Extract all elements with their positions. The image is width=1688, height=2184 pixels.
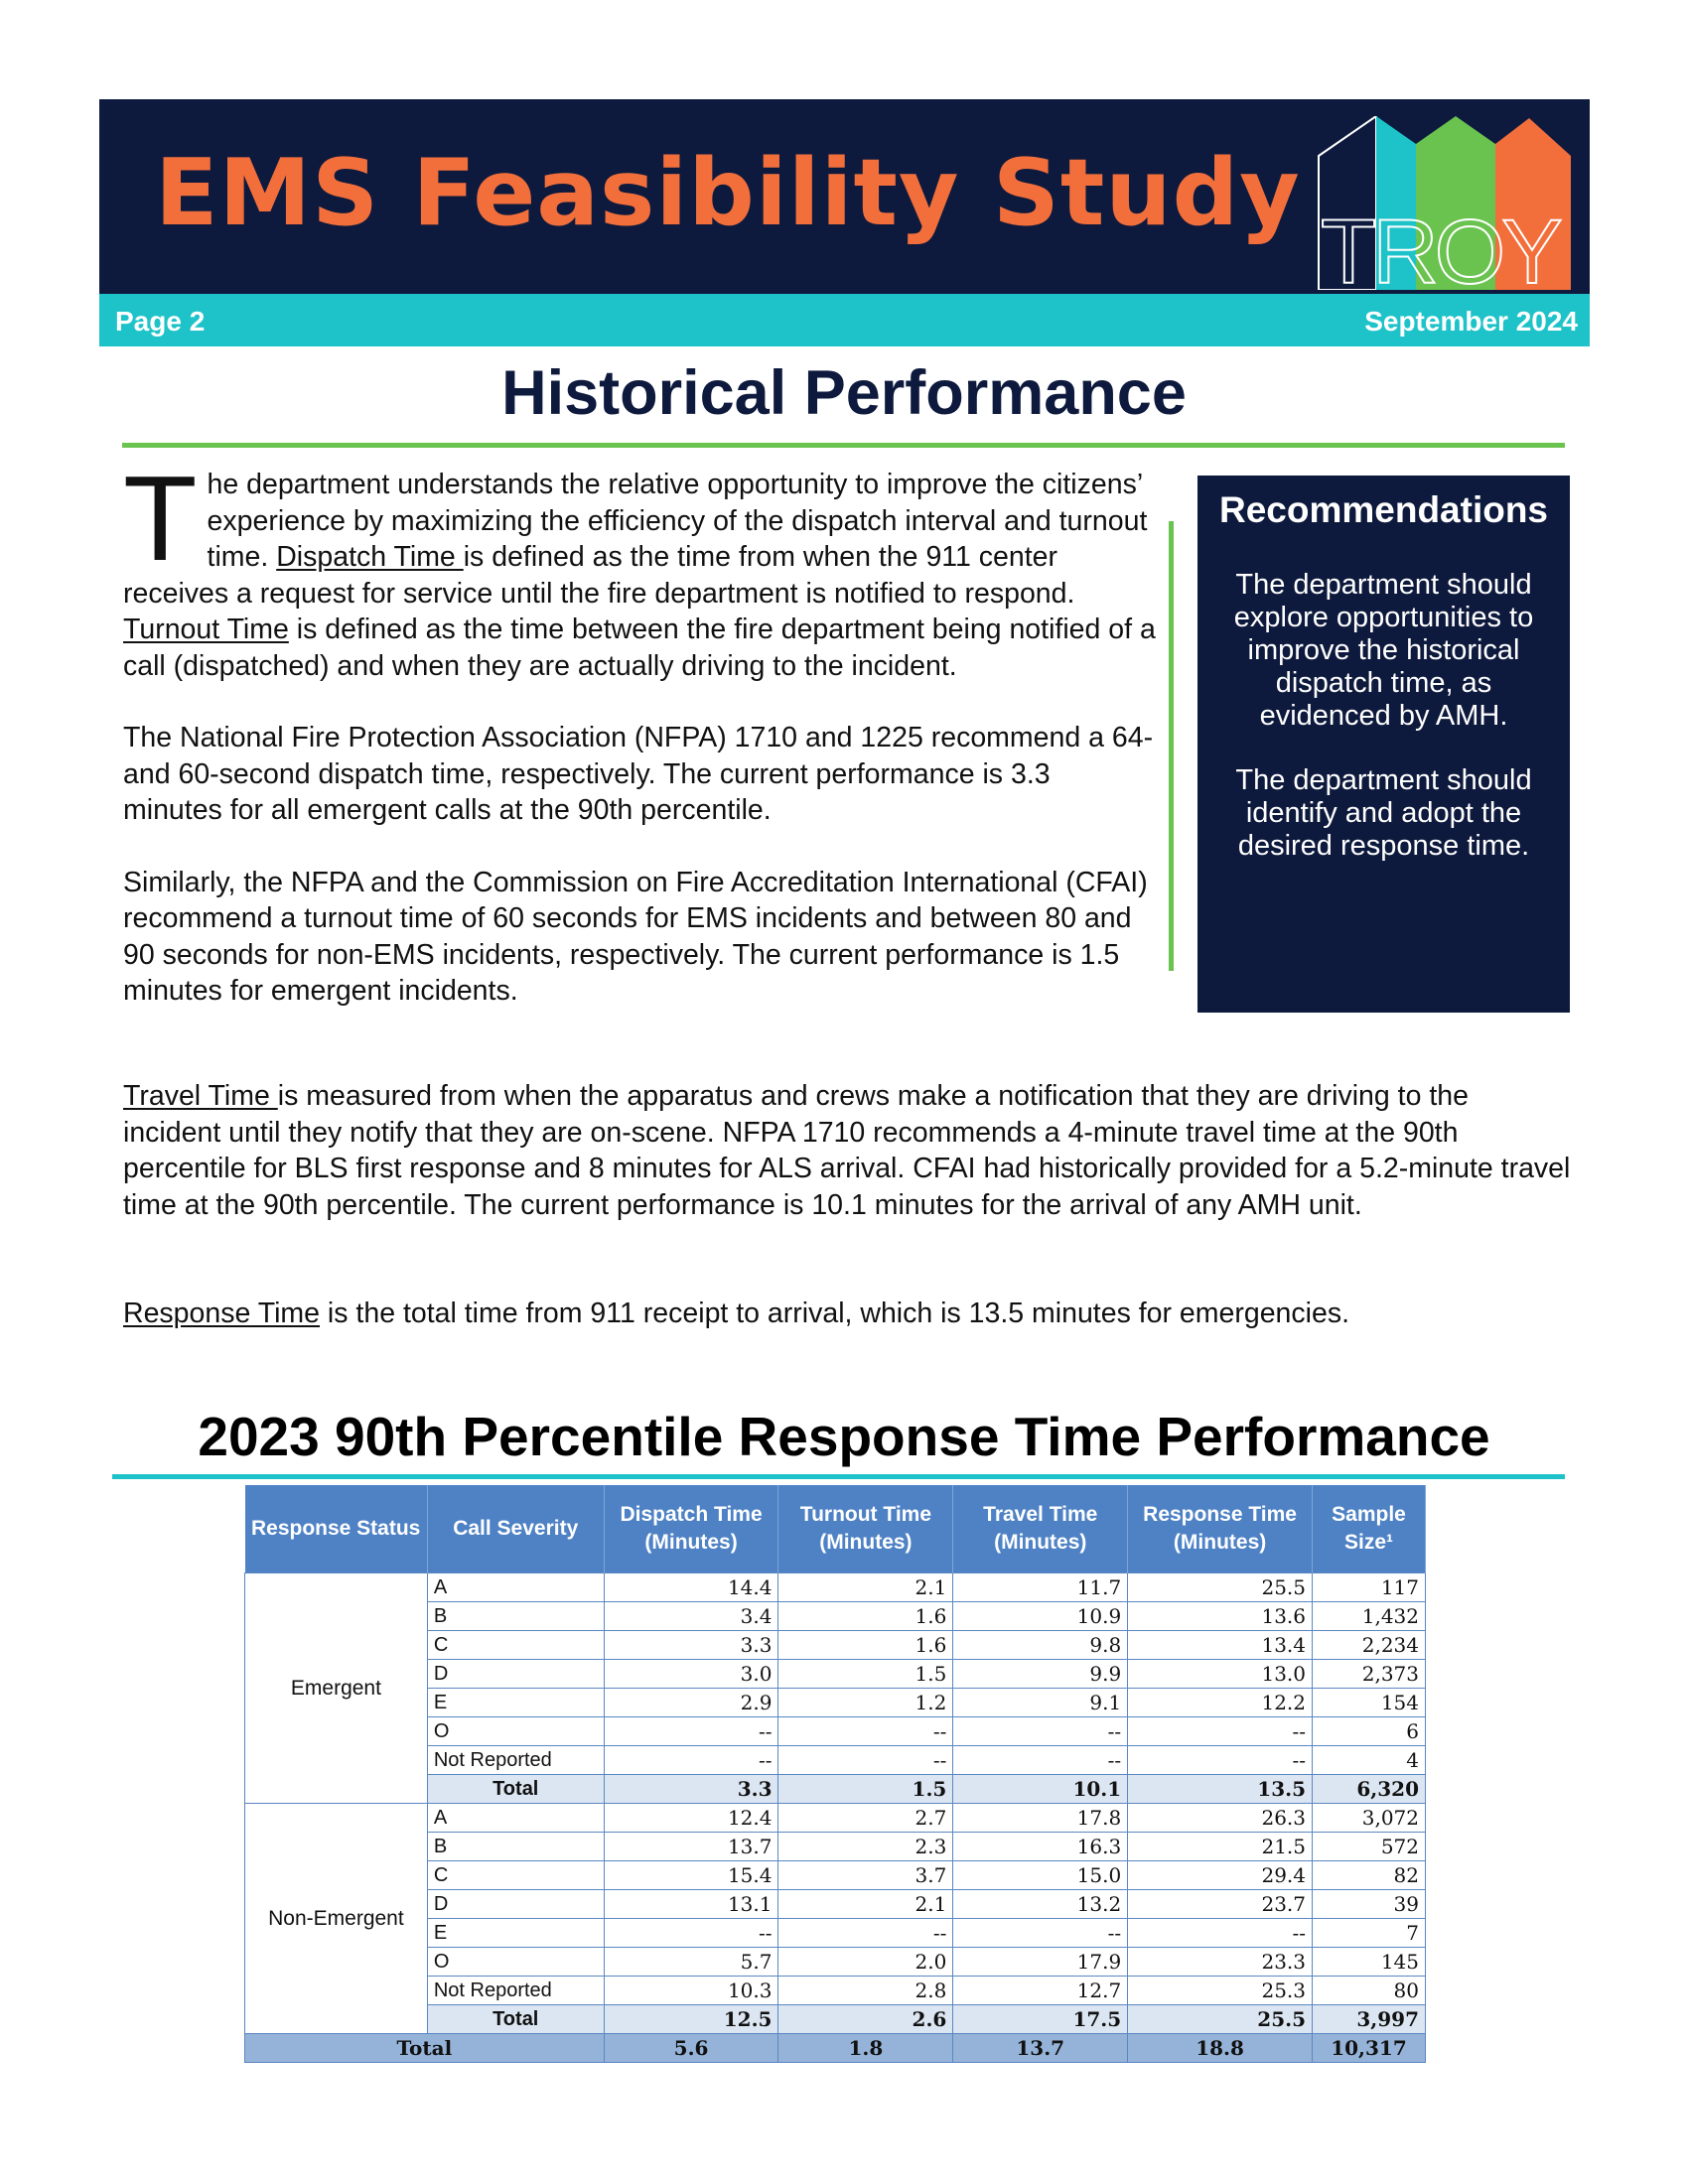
value-cell: 13.2: [953, 1890, 1128, 1919]
troy-logo: [1317, 116, 1571, 290]
call-severity-cell: B: [427, 1833, 604, 1861]
value-cell: 12.7: [953, 1977, 1128, 2005]
sidebar-accent-line: [1169, 521, 1174, 971]
value-cell: 29.4: [1128, 1861, 1313, 1890]
value-cell: --: [604, 1746, 778, 1775]
call-severity-cell: D: [427, 1890, 604, 1919]
document-title: EMS Feasibility Study: [155, 139, 1301, 246]
value-cell: 2.8: [778, 1977, 953, 2005]
value-cell: 1.6: [778, 1631, 953, 1660]
term-dispatch-time: Dispatch Time: [276, 541, 464, 573]
table-header-row: [245, 1485, 1426, 1573]
value-cell: 21.5: [1128, 1833, 1313, 1861]
value-cell: 13.0: [1128, 1660, 1313, 1689]
value-cell: 15.0: [953, 1861, 1128, 1890]
value-cell: 39: [1313, 1890, 1426, 1919]
header-banner: [99, 99, 1590, 294]
table-body: [245, 1573, 1426, 2063]
value-cell: --: [1128, 1717, 1313, 1746]
col-header-response: Response Time (Minutes): [1128, 1485, 1313, 1573]
value-cell: 23.3: [1128, 1948, 1313, 1977]
value-cell: 2.9: [604, 1689, 778, 1717]
value-cell: --: [953, 1746, 1128, 1775]
value-cell: --: [778, 1746, 953, 1775]
table-divider: [112, 1474, 1565, 1479]
call-severity-cell: D: [427, 1660, 604, 1689]
call-severity-cell: Not Reported: [427, 1977, 604, 2005]
value-cell: --: [604, 1717, 778, 1746]
section-divider: [122, 443, 1565, 448]
value-cell: 13.7: [604, 1833, 778, 1861]
grand-total-row: [245, 2034, 1426, 2063]
issue-date: September 2024: [1364, 306, 1578, 337]
value-cell: 3.4: [604, 1602, 778, 1631]
call-severity-cell: C: [427, 1631, 604, 1660]
value-cell: 9.8: [953, 1631, 1128, 1660]
value-cell: 3.3: [604, 1631, 778, 1660]
svg-text:TROY: TROY: [1321, 202, 1559, 290]
subtotal-value: 3,997: [1313, 2005, 1426, 2034]
subtotal-value: 17.5: [953, 2005, 1128, 2034]
term-turnout-time: Turnout Time: [123, 614, 289, 645]
value-cell: 12.4: [604, 1804, 778, 1833]
value-cell: --: [953, 1717, 1128, 1746]
col-header-dispatch: Dispatch Time (Minutes): [604, 1485, 778, 1573]
value-cell: 12.2: [1128, 1689, 1313, 1717]
recommendations-title: Recommendations: [1218, 489, 1548, 530]
call-severity-cell: B: [427, 1602, 604, 1631]
value-cell: --: [1128, 1746, 1313, 1775]
intro-paragraph-1: The department understands the relative opportunity to improve the citizens’ experience by maximizing the efficiency of the dispatch interval and turnout time. Dispatch Time is defined as the time from when the 911 center receives a request for service until the fire department is notified to respond. Turnout Time is defined as the time between the fire department being notified of a call (dispatched) and when they are actually driving to the incident.: [123, 451, 1156, 682]
value-cell: 13.6: [1128, 1602, 1313, 1631]
value-cell: 2.3: [778, 1833, 953, 1861]
value-cell: 2,234: [1313, 1631, 1426, 1660]
subtotal-label: Total: [427, 1775, 604, 1804]
grand-total-value: 1.8: [778, 2034, 953, 2063]
value-cell: 2.0: [778, 1948, 953, 1977]
value-cell: 25.5: [1128, 1573, 1313, 1602]
recommendation-item: The department should identify and adopt the desired response time.: [1235, 764, 1532, 862]
value-cell: 3.0: [604, 1660, 778, 1689]
value-cell: 23.7: [1128, 1890, 1313, 1919]
value-cell: 10.9: [953, 1602, 1128, 1631]
grand-total-value: 13.7: [953, 2034, 1128, 2063]
value-cell: 16.3: [953, 1833, 1128, 1861]
subtotal-value: 13.5: [1128, 1775, 1313, 1804]
value-cell: --: [604, 1919, 778, 1948]
response-time-paragraph: Response Time is the total time from 911 receipt to arrival, which is 13.5 minutes for emergencies.: [123, 1297, 1350, 1329]
value-cell: 1,432: [1313, 1602, 1426, 1631]
value-cell: 17.8: [953, 1804, 1128, 1833]
term-response-time: Response Time: [123, 1297, 321, 1329]
col-header-sample: Sample Size¹: [1313, 1485, 1426, 1573]
subtotal-label: Total: [427, 2005, 604, 2034]
call-severity-cell: E: [427, 1689, 604, 1717]
subtotal-value: 10.1: [953, 1775, 1128, 1804]
term-travel-time: Travel Time: [123, 1080, 278, 1112]
travel-time-paragraph: Travel Time is measured from when the apparatus and crews make a notification that they are driving to the incident until they notify that they are on-scene. NFPA 1710 recommends a 4-minute travel time at the 90th percentile for BLS first response and 8 minutes for ALS arrival. CFAI had historically provided for a 5.2-minute travel time at the 90th percentile. The current performance is 10.1 minutes for the arrival of any AMH unit.: [123, 1080, 1571, 1221]
value-cell: 154: [1313, 1689, 1426, 1717]
col-header-turnout: Turnout Time (Minutes): [778, 1485, 953, 1573]
grand-total-value: 5.6: [604, 2034, 778, 2063]
value-cell: 7: [1313, 1919, 1426, 1948]
call-severity-cell: C: [427, 1861, 604, 1890]
col-header-status: Response Status: [245, 1485, 428, 1573]
subtotal-value: 12.5: [604, 2005, 778, 2034]
recommendations-box: [1197, 476, 1570, 1013]
value-cell: 3,072: [1313, 1804, 1426, 1833]
value-cell: 82: [1313, 1861, 1426, 1890]
response-status-cell: Emergent: [245, 1573, 428, 1804]
drop-cap: T: [123, 451, 198, 586]
value-cell: 13.4: [1128, 1631, 1313, 1660]
subtotal-value: 2.6: [778, 2005, 953, 2034]
value-cell: 572: [1313, 1833, 1426, 1861]
response-status-cell: Non-Emergent: [245, 1804, 428, 2034]
value-cell: 2,373: [1313, 1660, 1426, 1689]
call-severity-cell: A: [427, 1804, 604, 1833]
value-cell: 1.6: [778, 1602, 953, 1631]
col-header-travel: Travel Time (Minutes): [953, 1485, 1128, 1573]
value-cell: 14.4: [604, 1573, 778, 1602]
value-cell: 17.9: [953, 1948, 1128, 1977]
subtotal-value: 3.3: [604, 1775, 778, 1804]
value-cell: --: [778, 1919, 953, 1948]
value-cell: 26.3: [1128, 1804, 1313, 1833]
col-header-severity: Call Severity: [427, 1485, 604, 1573]
value-cell: 3.7: [778, 1861, 953, 1890]
call-severity-cell: O: [427, 1948, 604, 1977]
subtotal-value: 25.5: [1128, 2005, 1313, 2034]
table-title: 2023 90th Percentile Response Time Performance: [198, 1406, 1490, 1467]
grand-total-value: 18.8: [1128, 2034, 1313, 2063]
subtotal-value: 6,320: [1313, 1775, 1426, 1804]
value-cell: 9.9: [953, 1660, 1128, 1689]
value-cell: 6: [1313, 1717, 1426, 1746]
intro-paragraph-2: The National Fire Protection Association (NFPA) 1710 and 1225 recommend a 64- and 60-second dispatch time, respectively. The current performance is 3.3 minutes for all emergent calls at the 90th percentile.: [123, 722, 1154, 826]
value-cell: --: [1128, 1919, 1313, 1948]
value-cell: 2.1: [778, 1573, 953, 1602]
intro-block: [123, 451, 1156, 1010]
value-cell: 2.7: [778, 1804, 953, 1833]
page-number: Page 2: [115, 306, 206, 337]
value-cell: 1.5: [778, 1660, 953, 1689]
value-cell: 15.4: [604, 1861, 778, 1890]
call-severity-cell: E: [427, 1919, 604, 1948]
call-severity-cell: A: [427, 1573, 604, 1602]
table-row: [245, 1804, 1426, 1833]
value-cell: 145: [1313, 1948, 1426, 1977]
value-cell: 4: [1313, 1746, 1426, 1775]
value-cell: 25.3: [1128, 1977, 1313, 2005]
value-cell: 13.1: [604, 1890, 778, 1919]
value-cell: 117: [1313, 1573, 1426, 1602]
value-cell: 1.2: [778, 1689, 953, 1717]
recommendation-item: The department should explore opportunities to improve the historical dispatch time, as evidenced by AMH.: [1233, 569, 1534, 732]
value-cell: --: [778, 1717, 953, 1746]
value-cell: 11.7: [953, 1573, 1128, 1602]
call-severity-cell: Not Reported: [427, 1746, 604, 1775]
value-cell: 10.3: [604, 1977, 778, 2005]
subtotal-value: 1.5: [778, 1775, 953, 1804]
value-cell: 9.1: [953, 1689, 1128, 1717]
section-title: Historical Performance: [501, 358, 1187, 428]
subheader-bar: [99, 294, 1590, 346]
call-severity-cell: O: [427, 1717, 604, 1746]
intro-paragraph-3: Similarly, the NFPA and the Commission on Fire Accreditation International (CFAI) recommend a turnout time of 60 seconds for EMS incidents and between 80 and 90 seconds for non-EMS incidents, respectively. The current performance is 1.5 minutes for emergent incidents.: [123, 866, 1148, 1007]
value-cell: 80: [1313, 1977, 1426, 2005]
value-cell: --: [953, 1919, 1128, 1948]
response-time-table: [244, 1485, 1426, 2063]
value-cell: 2.1: [778, 1890, 953, 1919]
table-row: [245, 1573, 1426, 1602]
grand-total-label: Total: [245, 2034, 605, 2063]
value-cell: 5.7: [604, 1948, 778, 1977]
grand-total-value: 10,317: [1313, 2034, 1426, 2063]
